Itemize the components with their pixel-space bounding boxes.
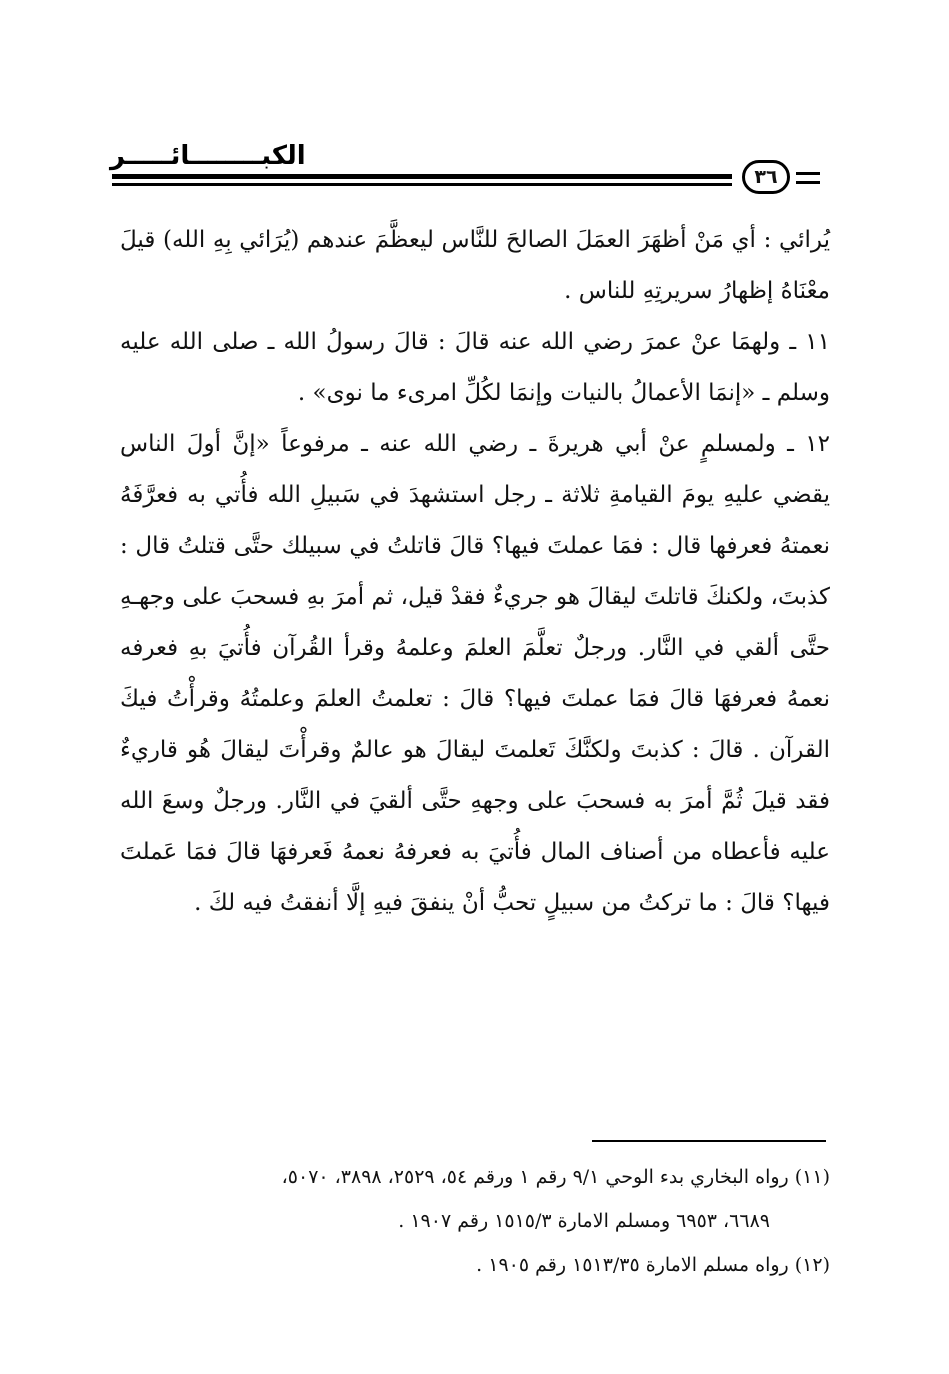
page-number-dash-top — [796, 172, 820, 175]
footnote-11-line2: ٦٦٨٩، ٦٩٥٣ ومسلم الامارة ١٥١٥/٣ رقم ١٩٠٧ . — [398, 1210, 770, 1232]
footnote-12: (١٢) رواه مسلم الامارة ١٥١٣/٣٥ رقم ١٩٠٥ . — [476, 1254, 830, 1276]
body-text — [120, 215, 830, 929]
header-rule-thick — [112, 174, 732, 179]
paragraph-definition: يُرائي : أي مَنْ أظهَرَ العمَلَ الصالحَ للنَّاس ليعظَّمَ عندهم (يُرَائي بِهِ الله) قيلَ معْنَاهُ إظهارُ سريرتِهِ للناس . — [120, 227, 830, 304]
page-number-text: ٣٦ — [754, 166, 778, 188]
header-rule-thin — [112, 183, 732, 186]
paragraph-hadith-12: ١٢ ـ ولمسلمٍ عنْ أبي هريرةَ ـ رضي الله عنه ـ مرفوعاً «إنَّ أولَ الناس يقضي عليهِ يومَ القيامةِ ثلاثة ـ رجل استشهدَ في سَبيلِ الله فأُتي به فعرَّفَهُ نعمتهُ فعرفها قال : فمَا عملتَ فيها؟ قالَ قاتلتُ في سبيلك حتَّى قتلتُ قال : كذبتَ، ولكنكَ قاتلتَ ليقالَ هو جريءٌ فقدْ قيل، ثم أمرَ بهِ فسحبَ على وجهـهِ حتَّى ألقي في النَّار. ورجلٌ تعلَّمَ العلمَ وعلمهُ وقرأ القُرآن فأُتيَ بهِ فعرفه نعمهُ فعرفهَا قالَ فمَا عملتَ فيها؟ قالَ : تعلمتُ العلمَ وعلمتُهُ وقرأْتُ فيكَ القرآن . قالَ : كذبتَ ولكنَّكَ تَعلمتَ ليقالَ هو عالمٌ وقرأْتَ ليقالَ هُو قاريءٌ فقد قيلَ ثُمَّ أمرَ به فسحبَ على وجههِ حتَّى ألقيَ في النَّار. ورجلٌ وسعَ الله عليه فأعطاه من أصناف المال فأُتيَ به فعرفهُ نعمهُ فَعرفهَا قالَ فمَا عَملتَ فيها؟ قالَ : ما تركتُ من سبيلٍ تحبُّ أنْ ينفقَ فيهِ إلَّا أنفقتُ فيه لكَ . — [120, 431, 830, 916]
footnote-11-line1: (١١) رواه البخاري بدء الوحي ٩/١ رقم ١ ورقم ٥٤، ٢٥٢٩، ٣٨٩٨، ٥٠٧٠، — [281, 1166, 830, 1188]
footnote-separator — [592, 1140, 826, 1142]
page-number-dash-bottom — [796, 181, 820, 184]
running-title: الكبــــــــائـــــر — [110, 141, 306, 171]
footnotes — [120, 1155, 830, 1287]
paragraph-hadith-11: ١١ ـ ولهمَا عنْ عمرَ رضي الله عنه قالَ : قالَ رسولُ الله ـ صلى الله عليه وسلم ـ «إنمَا الأعمالُ بالنيات وإنمَا لكُلِّ امرىء ما نوى» . — [120, 329, 830, 406]
page-number — [742, 160, 790, 194]
